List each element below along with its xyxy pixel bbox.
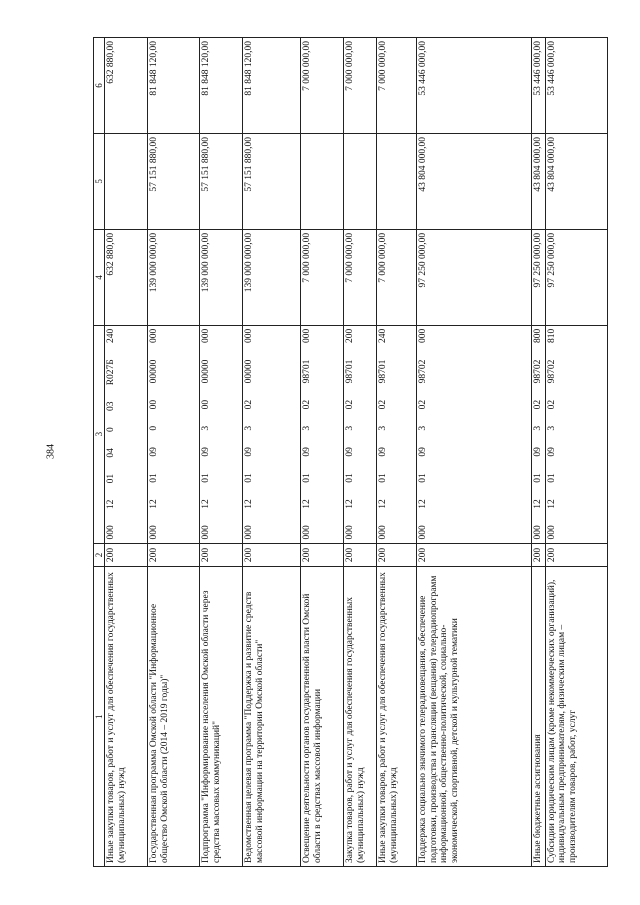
row-col2: 200 bbox=[301, 543, 344, 567]
code-segment: 3 bbox=[244, 425, 255, 431]
code-segment: 98701 bbox=[378, 359, 389, 384]
row-amount-c5: 57 151 880,00 bbox=[148, 133, 200, 229]
code-segment: 00000 bbox=[244, 359, 255, 384]
budget-classification-code bbox=[378, 329, 389, 540]
code-segment: 00000 bbox=[149, 359, 160, 384]
row-name: Поддержка социально значимого телерадиовещания, обеспечение подготовки, производства и трансляции (вещания) телерадиопрограмм информационной, общественно-политической, социально-экономической, спортивной, детской и культурной тематики bbox=[417, 567, 532, 867]
table-row bbox=[377, 38, 417, 867]
code-segment: 12 bbox=[244, 499, 255, 509]
row-amount-c5: 57 151 880,00 bbox=[243, 133, 301, 229]
code-segment: 01 bbox=[106, 473, 117, 484]
row-code bbox=[417, 325, 532, 543]
budget-table bbox=[93, 37, 608, 867]
row-col2: 200 bbox=[148, 543, 200, 567]
code-segment: 01 bbox=[418, 473, 429, 483]
code-segment: 02 bbox=[418, 399, 429, 410]
code-segment: 000 bbox=[546, 525, 557, 540]
code-segment: 01 bbox=[201, 473, 212, 483]
code-segment: 0 bbox=[149, 425, 160, 431]
row-code bbox=[148, 325, 200, 543]
row-name: Освещение деятельности органов государственной власти Омской области в средствах массовой информации bbox=[301, 567, 344, 867]
row-amount-c5: 43 804 000,00 bbox=[417, 133, 532, 229]
code-segment: 02 bbox=[244, 399, 255, 410]
row-amount-c5 bbox=[377, 133, 417, 229]
row-amount-c4: 139 000 000,00 bbox=[200, 229, 243, 325]
code-segment: 02 bbox=[345, 399, 356, 410]
row-amount-c4: 7 000 000,00 bbox=[301, 229, 344, 325]
code-segment: 02 bbox=[302, 399, 313, 410]
row-code bbox=[532, 325, 546, 543]
code-segment: 000 bbox=[106, 525, 117, 540]
row-col2: 200 bbox=[200, 543, 243, 567]
code-segment: 09 bbox=[149, 447, 160, 457]
code-segment: 12 bbox=[106, 499, 117, 510]
row-amount-c5 bbox=[344, 133, 377, 229]
code-segment: 3 bbox=[201, 425, 212, 431]
code-segment: 09 bbox=[418, 447, 429, 457]
row-amount-c4: 139 000 000,00 bbox=[243, 229, 301, 325]
row-amount-c4: 632 880,00 bbox=[105, 229, 148, 325]
code-segment: 240 bbox=[106, 328, 117, 344]
code-segment: 12 bbox=[418, 499, 429, 509]
code-segment: 09 bbox=[302, 447, 313, 457]
column-header: 3 bbox=[94, 325, 105, 543]
code-segment: 000 bbox=[302, 525, 313, 540]
code-segment: 01 bbox=[244, 473, 255, 483]
row-code bbox=[301, 325, 344, 543]
table-row bbox=[545, 38, 607, 867]
column-header: 2 bbox=[94, 543, 105, 567]
code-segment: 98702 bbox=[546, 359, 557, 384]
code-segment: 240 bbox=[378, 328, 389, 344]
row-col2: 200 bbox=[344, 543, 377, 567]
table-row bbox=[344, 38, 377, 867]
code-segment: 000 bbox=[302, 328, 313, 344]
code-segment: 000 bbox=[244, 525, 255, 540]
code-segment: 02 bbox=[378, 399, 389, 410]
code-segment: 01 bbox=[302, 473, 313, 483]
code-segment: 03 bbox=[106, 401, 117, 411]
code-segment: 200 bbox=[345, 328, 356, 344]
row-name: Закупка товаров, работ и услуг для обеспечения государственных (муниципальных) нужд bbox=[344, 567, 377, 867]
code-segment: 12 bbox=[546, 499, 557, 509]
code-segment: 000 bbox=[345, 525, 356, 540]
column-header: 6 bbox=[94, 38, 105, 134]
code-segment: 98702 bbox=[418, 359, 429, 384]
table-header-row bbox=[94, 38, 105, 867]
table-row bbox=[417, 38, 532, 867]
row-name: Субсидии юридическим лицам (кроме некоммерческих организаций), индивидуальным предпринимателям, физическим лицам – производителям товаров, работ, услуг bbox=[545, 567, 607, 867]
table-row bbox=[105, 38, 148, 867]
code-segment: 000 bbox=[378, 525, 389, 540]
row-amount-c4: 97 250 000,00 bbox=[417, 229, 532, 325]
code-segment: R027Б bbox=[106, 359, 117, 386]
row-amount-c6: 81 848 120,00 bbox=[200, 38, 243, 134]
code-segment: 000 bbox=[201, 328, 212, 344]
row-name: Государственная программа Омской области "Информационное общество Омской области (2014 – 2019 годы)" bbox=[148, 567, 200, 867]
row-name: Иные бюджетные ассигнования bbox=[532, 567, 546, 867]
row-name: Ведомственная целевая программа "Поддержка и развитие средств массовой информации на территории Омской области" bbox=[243, 567, 301, 867]
code-segment: 09 bbox=[378, 447, 389, 457]
row-name: Иные закупки товаров, работ и услуг для обеспечения государственных (муниципальных) нужд bbox=[105, 567, 148, 867]
budget-classification-code bbox=[244, 329, 255, 540]
row-col2: 200 bbox=[243, 543, 301, 567]
budget-classification-code bbox=[201, 329, 212, 540]
row-amount-c6: 7 000 000,00 bbox=[301, 38, 344, 134]
row-col2: 200 bbox=[377, 543, 417, 567]
code-segment: 000 bbox=[533, 525, 544, 540]
budget-classification-code bbox=[345, 329, 356, 540]
code-segment: 12 bbox=[533, 499, 544, 509]
row-name: Подпрограмма "Информирование населения Омской области через средства массовых коммуникаций" bbox=[200, 567, 243, 867]
row-col2: 200 bbox=[417, 543, 532, 567]
budget-classification-code bbox=[149, 329, 160, 540]
table-row bbox=[148, 38, 200, 867]
budget-classification-code bbox=[418, 329, 429, 540]
budget-classification-code bbox=[547, 329, 558, 540]
row-amount-c4: 7 000 000,00 bbox=[377, 229, 417, 325]
code-segment: 12 bbox=[378, 499, 389, 509]
row-amount-c6: 7 000 000,00 bbox=[344, 38, 377, 134]
row-code bbox=[243, 325, 301, 543]
code-segment: 98702 bbox=[533, 359, 544, 384]
column-header: 5 bbox=[94, 133, 105, 229]
code-segment: 98701 bbox=[302, 359, 313, 384]
table-row bbox=[200, 38, 243, 867]
code-segment: 0 bbox=[106, 427, 117, 432]
budget-classification-code bbox=[106, 329, 117, 540]
budget-classification-code bbox=[302, 329, 313, 540]
code-segment: 12 bbox=[149, 499, 160, 509]
page-number: 384 bbox=[45, 444, 57, 459]
code-segment: 000 bbox=[244, 328, 255, 344]
code-segment: 000 bbox=[149, 525, 160, 540]
code-segment: 00000 bbox=[201, 359, 212, 384]
code-segment: 09 bbox=[201, 447, 212, 457]
row-amount-c5 bbox=[105, 133, 148, 229]
code-segment: 3 bbox=[378, 425, 389, 431]
budget-classification-code bbox=[533, 329, 544, 540]
row-col2: 200 bbox=[545, 543, 607, 567]
table-row bbox=[301, 38, 344, 867]
row-amount-c6: 81 848 120,00 bbox=[243, 38, 301, 134]
row-code bbox=[545, 325, 607, 543]
row-amount-c5 bbox=[301, 133, 344, 229]
code-segment: 000 bbox=[149, 328, 160, 344]
code-segment: 01 bbox=[149, 473, 160, 483]
code-segment: 09 bbox=[546, 447, 557, 457]
code-segment: 12 bbox=[201, 499, 212, 509]
code-segment: 09 bbox=[345, 447, 356, 457]
table-row bbox=[243, 38, 301, 867]
code-segment: 98701 bbox=[345, 359, 356, 384]
column-header: 4 bbox=[94, 229, 105, 325]
code-segment: 00 bbox=[201, 399, 212, 410]
code-segment: 12 bbox=[345, 499, 356, 509]
table-row bbox=[532, 38, 546, 867]
row-amount-c4: 139 000 000,00 bbox=[148, 229, 200, 325]
code-segment: 00 bbox=[149, 399, 160, 410]
code-segment: 01 bbox=[345, 473, 356, 483]
code-segment: 01 bbox=[546, 473, 557, 483]
row-amount-c5: 57 151 880,00 bbox=[200, 133, 243, 229]
code-segment: 3 bbox=[533, 425, 544, 431]
row-code bbox=[377, 325, 417, 543]
row-col2: 200 bbox=[532, 543, 546, 567]
budget-table-container bbox=[93, 37, 578, 867]
row-amount-c6: 7 000 000,00 bbox=[377, 38, 417, 134]
column-header: 1 bbox=[94, 567, 105, 867]
row-name: Иные закупки товаров, работ и услуг для обеспечения государственных (муниципальных) нужд bbox=[377, 567, 417, 867]
code-segment: 000 bbox=[201, 525, 212, 540]
row-amount-c6: 53 446 000,00 bbox=[545, 38, 607, 134]
code-segment: 02 bbox=[546, 399, 557, 410]
code-segment: 09 bbox=[533, 447, 544, 457]
code-segment: 810 bbox=[546, 328, 557, 344]
code-segment: 3 bbox=[345, 425, 356, 431]
row-code bbox=[200, 325, 243, 543]
row-amount-c5: 43 804 000,00 bbox=[532, 133, 546, 229]
row-amount-c6: 81 848 120,00 bbox=[148, 38, 200, 134]
row-col2: 200 bbox=[105, 543, 148, 567]
code-segment: 3 bbox=[546, 425, 557, 431]
code-segment: 12 bbox=[302, 499, 313, 509]
row-code bbox=[105, 325, 148, 543]
code-segment: 09 bbox=[244, 447, 255, 457]
code-segment: 3 bbox=[302, 425, 313, 431]
row-amount-c4: 97 250 000,00 bbox=[532, 229, 546, 325]
row-amount-c5: 43 804 000,00 bbox=[545, 133, 607, 229]
row-amount-c4: 7 000 000,00 bbox=[344, 229, 377, 325]
code-segment: 04 bbox=[106, 448, 117, 458]
code-segment: 02 bbox=[533, 399, 544, 410]
row-amount-c6: 632 880,00 bbox=[105, 38, 148, 134]
code-segment: 000 bbox=[418, 525, 429, 540]
row-amount-c6: 53 446 000,00 bbox=[417, 38, 532, 134]
code-segment: 01 bbox=[378, 473, 389, 483]
code-segment: 3 bbox=[418, 425, 429, 431]
row-amount-c6: 53 446 000,00 bbox=[532, 38, 546, 134]
row-amount-c4: 97 250 000,00 bbox=[545, 229, 607, 325]
code-segment: 800 bbox=[533, 328, 544, 344]
code-segment: 000 bbox=[418, 328, 429, 344]
code-segment: 01 bbox=[533, 473, 544, 483]
row-code bbox=[344, 325, 377, 543]
